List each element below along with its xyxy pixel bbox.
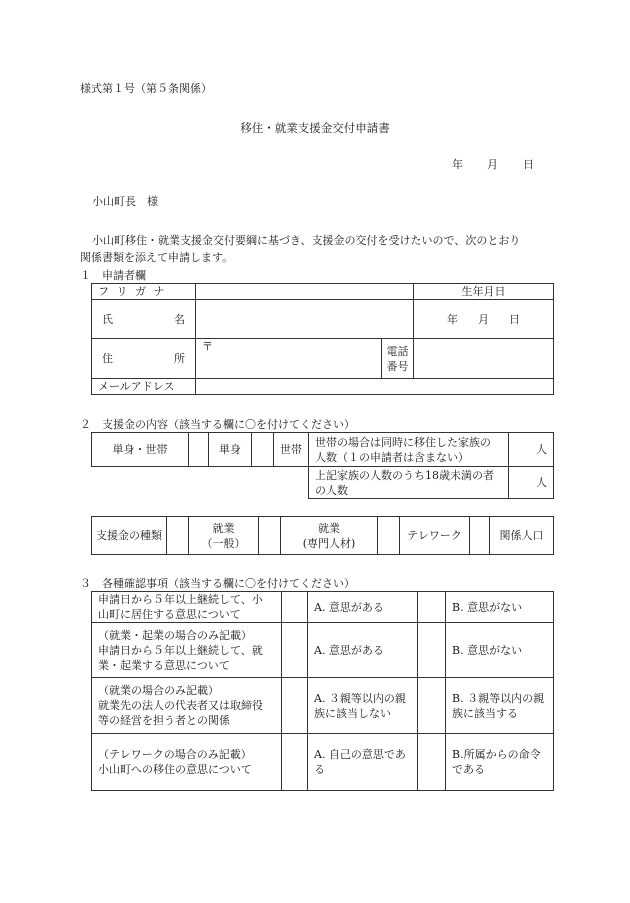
confirmation-row (92, 734, 554, 791)
confirmation-question: 申請日から５年以上継続して、小 山町に居住する意思について (92, 592, 282, 623)
form-number: 様式第１号（第５条関係） (80, 82, 212, 95)
option-a-label: A. 意思がある (308, 592, 418, 623)
household-label: 世帯 (274, 433, 309, 467)
addressee: 小山町長 様 (92, 195, 158, 208)
intro-line-2: 関係書類を添えて申請します。 (80, 251, 234, 264)
option-b-label: B. ３親等以内の親 族に該当する (446, 678, 554, 734)
household-table (91, 432, 554, 499)
option-a-check-box[interactable] (282, 592, 308, 623)
employment-pro-label: 就業 (専門人材) (281, 517, 378, 555)
address-input[interactable] (196, 339, 382, 379)
intro-line-1: 小山町移住・就業支援金交付要綱に基づき、支援金の交付を受けたいので、次のとおり (92, 234, 521, 247)
date-year-label: 年 (452, 158, 463, 171)
household-check-box[interactable] (252, 433, 274, 467)
section2-heading: ２ 支援金の内容（該当する欄に〇を付けてください） (80, 418, 355, 431)
option-b-check-box[interactable] (418, 678, 446, 734)
telework-label: テレワーク (400, 517, 470, 555)
employment-general-check-box[interactable] (167, 517, 189, 555)
birthdate-label: 生年月日 (414, 284, 554, 300)
related-population-label: 関係人口 (490, 517, 554, 555)
confirmation-question: （就業・起業の場合のみ記載） 申請日から５年以上継続して、就 業・起業する意思について (92, 623, 282, 678)
applicant-table (91, 283, 554, 395)
address-label: 住 所 (92, 339, 196, 379)
section3-heading: ３ 各種確認事項（該当する欄に〇を付けてください） (80, 577, 355, 590)
option-a-check-box[interactable] (282, 623, 308, 678)
option-a-label: A. 自己の意思であ る (308, 734, 418, 791)
email-input[interactable] (196, 379, 554, 395)
support-kind-table (91, 516, 554, 555)
single-household-label: 単身・世帯 (92, 433, 189, 467)
birthdate-input[interactable]: 年 月 日 (414, 300, 554, 339)
date-day-label: 日 (523, 158, 534, 171)
furigana-input[interactable] (196, 284, 414, 300)
name-input[interactable] (196, 300, 414, 339)
name-label: 氏 名 (92, 300, 196, 339)
support-kind-label: 支援金の種類 (92, 517, 167, 555)
confirmation-row (92, 623, 554, 678)
option-b-label: B. 意思がない (446, 592, 554, 623)
date-month-label: 月 (487, 158, 498, 171)
option-b-check-box[interactable] (418, 623, 446, 678)
employment-general-label: 就業 （一般） (189, 517, 259, 555)
telework-check-box[interactable] (378, 517, 400, 555)
related-population-check-box[interactable] (470, 517, 490, 555)
single-check-box[interactable] (189, 433, 209, 467)
section1-heading: １ 申請者欄 (80, 269, 146, 282)
option-b-check-box[interactable] (418, 734, 446, 791)
single-label: 単身 (209, 433, 252, 467)
phone-label: 電話 番号 (382, 339, 414, 379)
confirmation-question: （テレワークの場合のみ記載） 小山町への移住の意思について (92, 734, 282, 791)
furigana-label: フ リ ガ ナ (92, 284, 196, 300)
option-b-label: B.所属からの命令 である (446, 734, 554, 791)
postal-mark: 〒 (202, 340, 213, 353)
family-count-input[interactable]: 人 (509, 433, 554, 467)
confirmation-row (92, 678, 554, 734)
confirmation-table (91, 591, 554, 791)
employment-pro-check-box[interactable] (259, 517, 281, 555)
under18-count-input[interactable]: 人 (509, 467, 554, 499)
document-title: 移住・就業支援金交付申請書 (240, 121, 390, 135)
confirmation-question: （就業の場合のみ記載） 就業先の法人の代表者又は取締役 等の経営を担う者との関係 (92, 678, 282, 734)
family-count-note: 世帯の場合は同時に移住した家族の 人数（１の申請者は含まない） (309, 433, 509, 467)
option-b-check-box[interactable] (418, 592, 446, 623)
under18-count-note: 上記家族の人数のうち18歳未満の者 の人数 (309, 467, 509, 499)
phone-input[interactable] (414, 339, 554, 379)
option-a-check-box[interactable] (282, 734, 308, 791)
option-a-check-box[interactable] (282, 678, 308, 734)
option-a-label: A. 意思がある (308, 623, 418, 678)
household-blank-area (92, 467, 309, 499)
confirmation-row (92, 592, 554, 623)
option-b-label: B. 意思がない (446, 623, 554, 678)
option-a-label: A. ３親等以内の親 族に該当しない (308, 678, 418, 734)
email-label: メールアドレス (92, 379, 196, 395)
